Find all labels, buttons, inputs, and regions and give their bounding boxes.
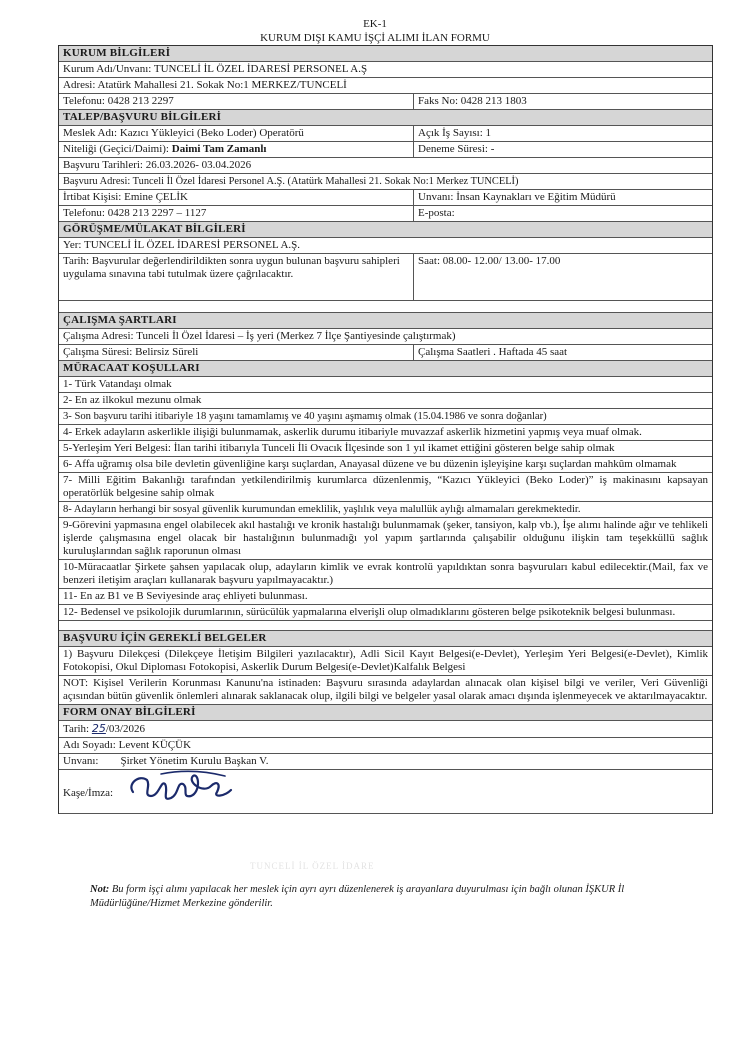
calisma-adres: Çalışma Adresi: Tunceli İl Özel İdaresi – İş yeri (Merkez 7 İlçe Şantiyesinde çalıştırmak) (59, 329, 712, 345)
kurum-fax: Faks No: 0428 213 1803 (418, 95, 527, 107)
talep-meslek: Meslek Adı: Kazıcı Yükleyici (Beko Loder) Operatörü (59, 126, 414, 141)
talep-adres: Başvuru Adresi: Tunceli İl Özel İdaresi Personel A.Ş. (Atatürk Mahallesi 21. Sokak No:1 Merkez TUNCELİ) (59, 174, 712, 190)
talep-row-2 (59, 142, 712, 158)
muracaat-item-5: 5-Yerleşim Yeri Belgesi: İlan tarihi itibarıyla Tunceli İli Ovacık İlçesinde son 1 yıl ikamet ettiğini gösteren belge sahip olmak (59, 441, 712, 457)
spacer-row-2 (59, 621, 712, 631)
section-calisma: ÇALIŞMA ŞARTLARI (59, 313, 712, 329)
belgeler-text: 1) Başvuru Dilekçesi (Dilekçeye İletişim Bilgileri yazılacaktır), Adli Sicil Kayıt Belgesi(e-Devlet), Yerleşim Yeri Belgesi(e-Devlet), Kimlik Fotokopisi, Okul Diploması Fotokopisi, Askerlik Durum Belgesi(e-Devlet)Kalfalık Belgesi (59, 647, 712, 676)
talep-tarihler: Başvuru Tarihleri: 26.03.2026- 03.04.2026 (59, 158, 712, 174)
muracaat-item-6: 6- Affa uğramış olsa bile devletin güvenliğine karşı suçlardan, Anayasal düzene ve bu düzenin işleyişine karşı suçlardan mahkûm olmamak (59, 457, 712, 473)
onay-tarih-label: Tarih: (63, 723, 92, 735)
talep-niteligi-label: Niteliği (Geçici/Daimi): (63, 143, 172, 155)
onay-unvan-label: Unvanı: (63, 755, 99, 767)
onay-tarih-day: 25 (91, 722, 106, 735)
gorusme-tarih: Tarih: Başvurular değerlendirildikten sonra uygun bulunan başvuru sahipleri uygulama sınavına tabi tutulmak üzere çağrılacaktır. (59, 254, 414, 300)
calisma-sure: Çalışma Süresi: Belirsiz Süreli (59, 345, 414, 360)
section-muracaat: MÜRACAAT KOŞULLARI (59, 361, 712, 377)
muracaat-item-12: 12- Bedensel ve psikolojik durumlarının, sürücülük yapmalarına elverişli olup olmadıklarını gösteren belge psikoteknik belgesi bulunması. (59, 605, 712, 621)
muracaat-item-1: 1- Türk Vatandaşı olmak (59, 377, 712, 393)
muracaat-item-10: 10-Müracaatlar Şirkete şahsen yapılacak olup, adayların kimlik ve evrak kontrolü yapıldıktan sonra başvuruları kabul edilecektir.(Mail, fax ve benzeri iletişim araçları kullanarak başvuru yapılmayacaktır.) (59, 560, 712, 589)
onay-kase-row (59, 770, 712, 814)
muracaat-item-2: 2- En az ilkokul mezunu olmak (59, 393, 712, 409)
talep-row-4 (59, 206, 712, 222)
kurum-phone: Telefonu: 0428 213 2297 (59, 94, 414, 109)
belgeler-not: NOT: Kişisel Verilerin Korunması Kanunu'na istinaden: Başvuru sırasında adaylardan alınacak olan kişisel bilgi ve veriler, Veri Güvenliği açısından bütün güvenlik önlemleri alınarak saklanacak olup, ilgili bilgi ve belgeler yasal olarak amacı dışında işlenmeyecek ve aktarılmayacaktır. (59, 676, 712, 705)
section-gorusme: GÖRÜŞME/MÜLAKAT BİLGİLERİ (59, 222, 712, 238)
kurum-contact-row (59, 94, 712, 110)
muracaat-item-9: 9-Görevini yapmasına engel olabilecek akıl hastalığı ve kronik hastalığı bulunmamak (şeker, tansiyon, kalp vb.), İşe alımı halinde ağır ve tehlikeli işlerde çalışmasına engel olacak bir hastalığının bulunmadığı yol yapım şartlarında çalışabilir olduğunu ilişkin tam teşekküllü sağlık kuruluşlarından sağlık raporunun olması (59, 518, 712, 560)
signature-image (121, 762, 241, 812)
muracaat-item-4: 4- Erkek adayların askerlikle ilişiği bulunmamak, askerlik durumu itibariyle muvazzaf askerlik hizmetini yapmış veya muaf olmak. (59, 425, 712, 441)
talep-eposta: E-posta: (418, 207, 455, 219)
ilan-form (58, 45, 713, 814)
section-belgeler: BAŞVURU İÇİN GEREKLİ BELGELER (59, 631, 712, 647)
onay-kase-label: Kaşe/İmza: (63, 787, 114, 799)
onay-unvan-value: Şirket Yönetim Kurulu Başkan V. (120, 755, 269, 767)
muracaat-item-8: 8- Adayların herhangi bir sosyal güvenlik kurumundan emeklilik, yaşlılık veya malullük aylığı almamaları gerekmektedir. (59, 502, 712, 518)
talep-deneme: Deneme Süresi: - (418, 143, 495, 155)
muracaat-item-7: 7- Milli Eğitim Bakanlığı tarafından yetkilendirilmiş kurumlarca düzenlenmiş, “Kazıcı Yükleyici (Beko Loder)” iş makinasını kapsayan operatörlük belgesine sahip olmak (59, 473, 712, 502)
onay-adi: Adı Soyadı: Levent KÜÇÜK (59, 738, 712, 754)
kurum-name: Kurum Adı/Unvanı: TUNCELİ İL ÖZEL İDARESİ PERSONEL A.Ş (59, 62, 712, 78)
form-code: EK-1 (363, 18, 387, 30)
section-kurum: KURUM BİLGİLERİ (59, 46, 712, 62)
kurum-address: Adresi: Atatürk Mahallesi 21. Sokak No:1 MERKEZ/TUNCELİ (59, 78, 712, 94)
muracaat-item-11: 11- En az B1 ve B Seviyesinde araç ehliyeti bulunması. (59, 589, 712, 605)
onay-tarih-rest: /03/2026 (105, 723, 145, 735)
gorusme-saat: Saat: 08.00- 12.00/ 13.00- 17.00 (418, 255, 561, 267)
footer-note-text: Bu form işçi alımı yapılacak her meslek için ayrı ayrı düzenlenerek iş arayanlara duyurulması için bağlı olunan İŞKUR İl Müdürlüğüne/Hizmet Merkezine gönderilir. (90, 884, 625, 909)
gorusme-row (59, 254, 712, 301)
spacer-row (59, 301, 712, 313)
talep-irtibat: İrtibat Kişisi: Emine ÇELİK (59, 190, 414, 205)
calisma-saatler: Çalışma Saatleri . Haftada 45 saat (418, 346, 568, 358)
footer-note-label: Not: (90, 884, 110, 895)
talep-telefon: Telefonu: 0428 213 2297 – 1127 (59, 206, 414, 221)
calisma-row (59, 345, 712, 361)
talep-niteligi (59, 142, 414, 157)
section-onay: FORM ONAY BİLGİLERİ (59, 705, 712, 721)
talep-niteligi-value: Daimi Tam Zamanlı (171, 143, 267, 155)
form-title: KURUM DIŞI KAMU İŞÇİ ALIMI İLAN FORMU (260, 32, 490, 44)
gorusme-yer: Yer: TUNCELİ İL ÖZEL İDARESİ PERSONEL A.Ş. (59, 238, 712, 254)
talep-acik-is: Açık İş Sayısı: 1 (418, 127, 492, 139)
onay-tarih (59, 721, 712, 738)
talep-row-3 (59, 190, 712, 206)
muracaat-item-3: 3- Son başvuru tarihi itibariyle 18 yaşını tamamlamış ve 40 yaşını aşmamış olmak (15.04.1986 ve sonra doğanlar) (59, 409, 712, 425)
stamp-watermark: TUNCELİ İL ÖZEL İDARE (250, 861, 375, 871)
talep-unvan: Unvanı: İnsan Kaynakları ve Eğitim Müdürü (418, 191, 616, 203)
footer-note (90, 883, 690, 911)
section-talep: TALEP/BAŞVURU BİLGİLERİ (59, 110, 712, 126)
talep-row-1 (59, 126, 712, 142)
